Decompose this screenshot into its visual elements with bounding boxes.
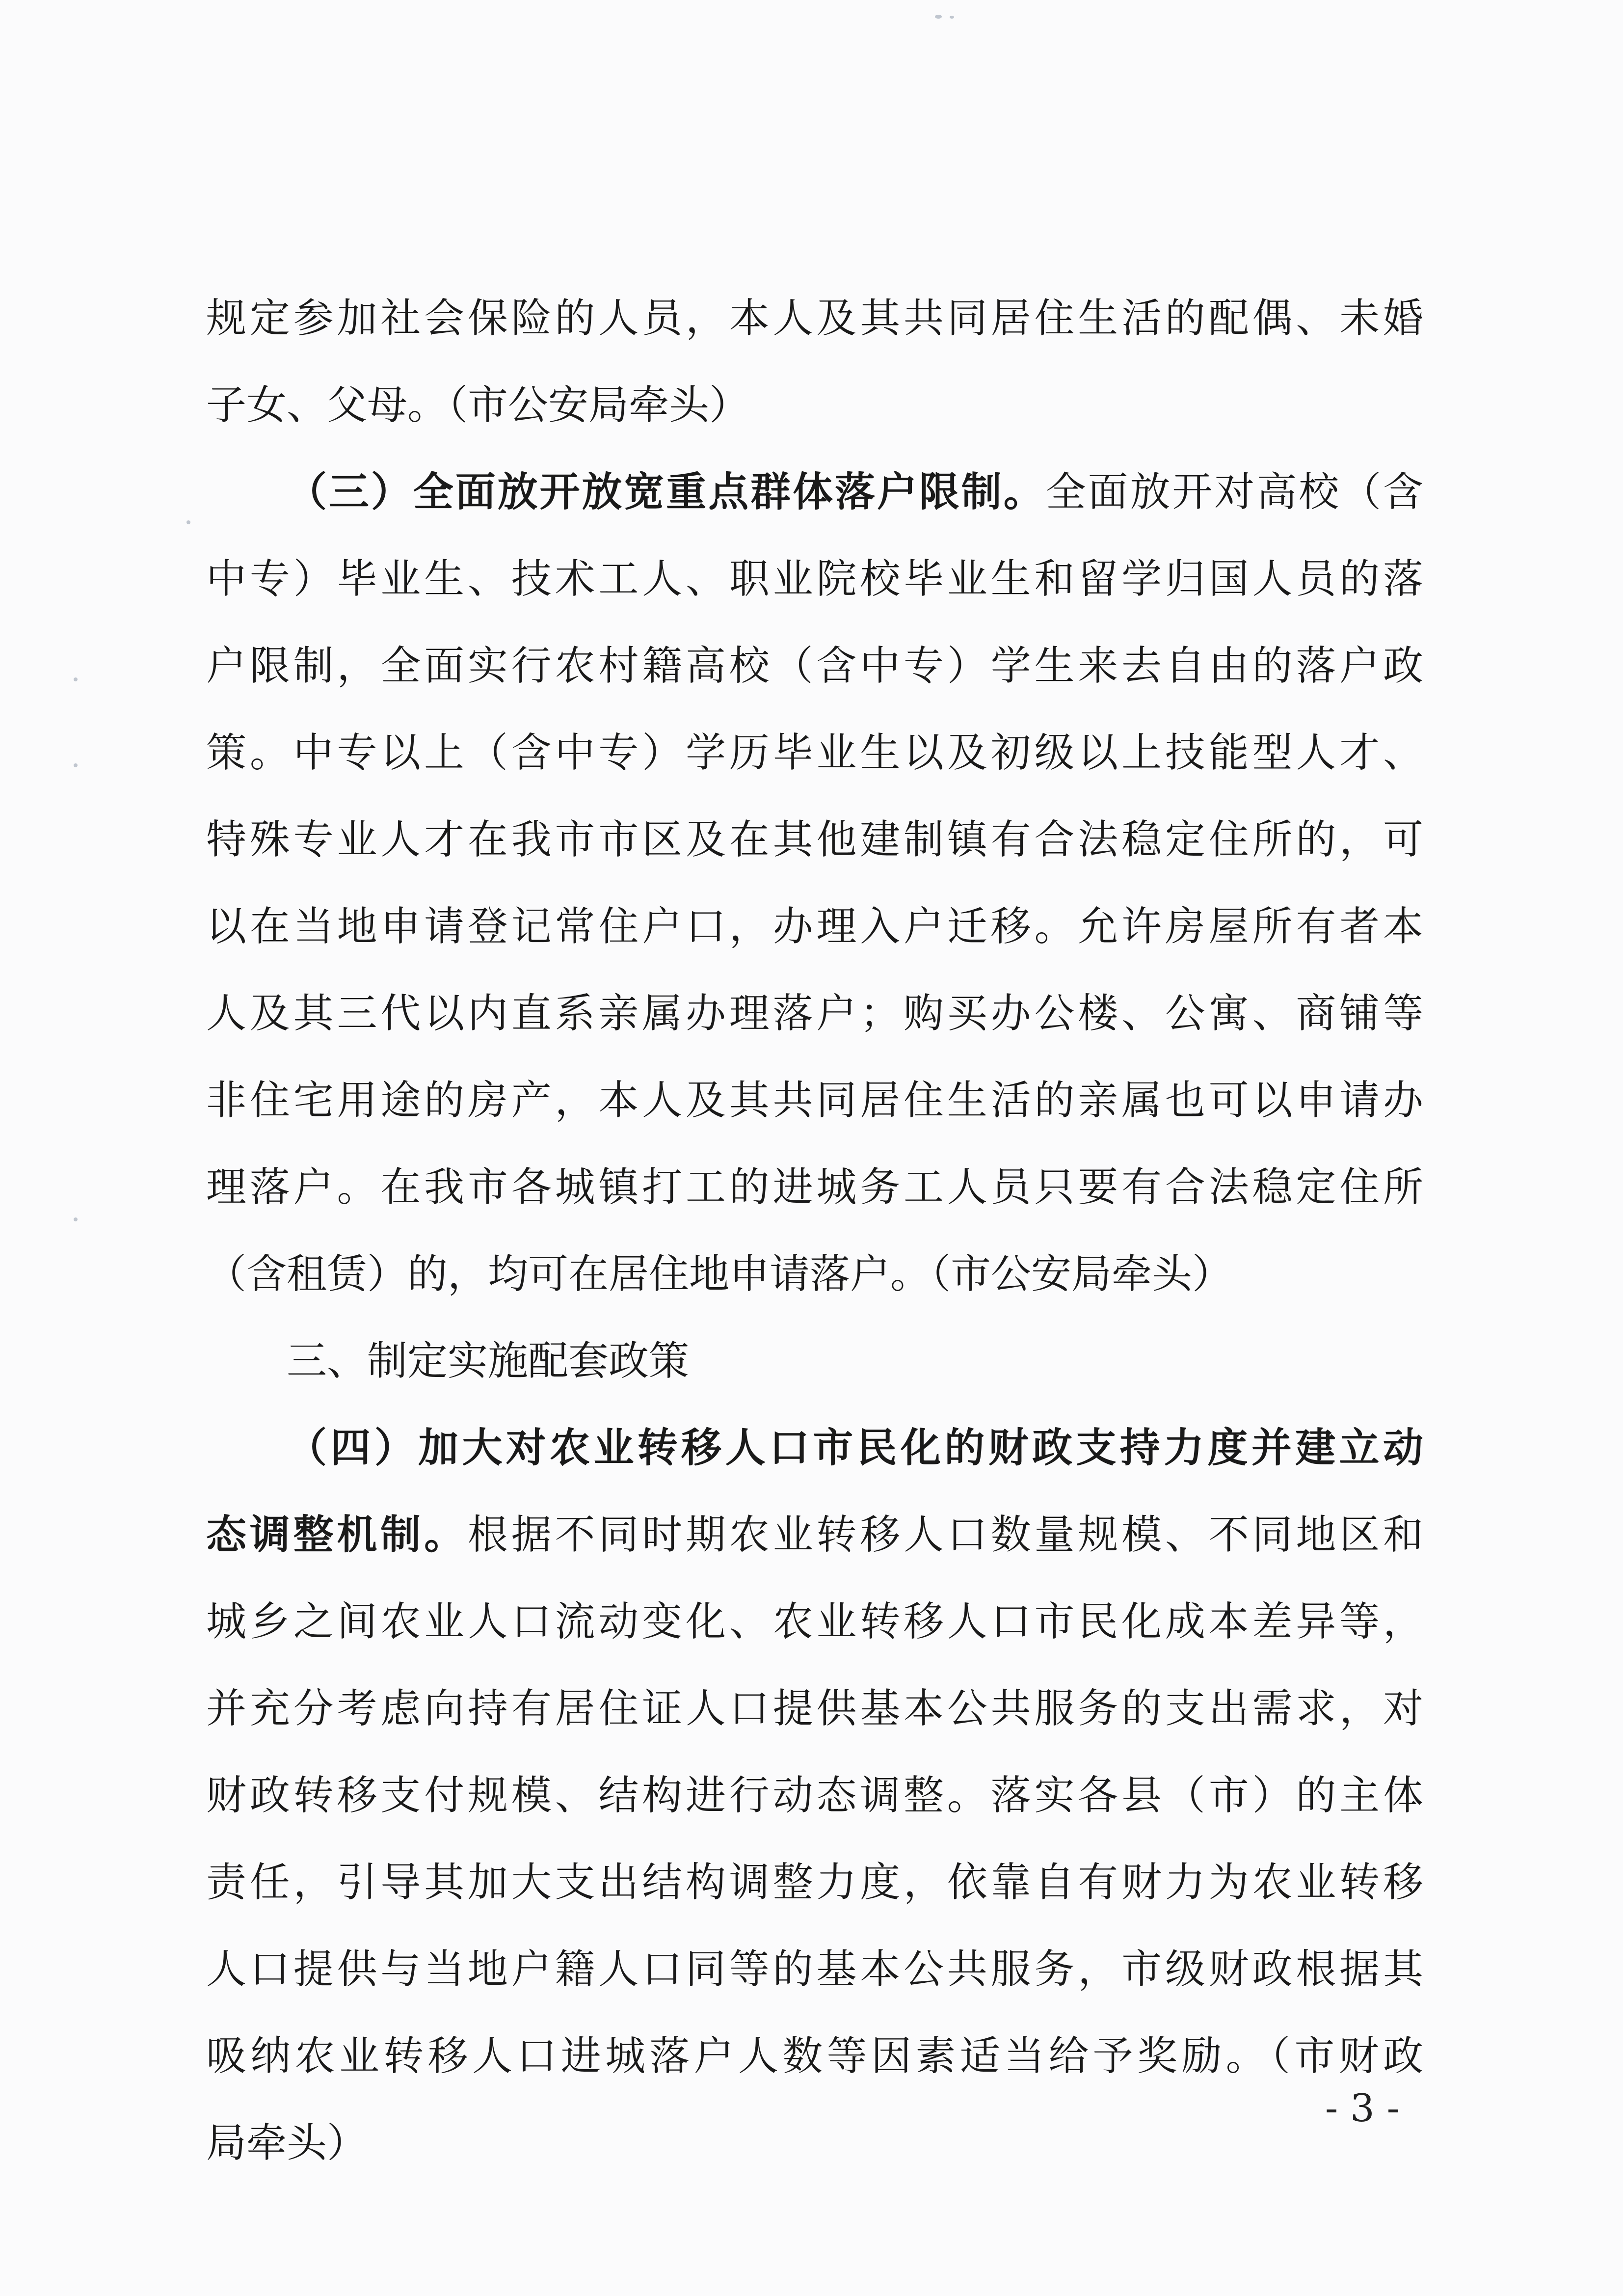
line-text: 中专）毕业生、技术工人、职业院校毕业生和留学归国人员的落: [206, 556, 1423, 602]
text-line: [206, 1665, 1423, 1752]
scan-speck: [935, 15, 942, 19]
page-number: - 3 -: [1325, 2086, 1400, 2131]
line-text: 特殊专业人才在我市市区及在其他建制镇有合法稳定住所的，可: [206, 816, 1423, 863]
scan-speck: [186, 520, 190, 524]
text-line: [206, 362, 1423, 449]
scan-speck: [74, 1217, 78, 1221]
line-text: 子女、父母。（市公安局牵头）: [206, 382, 750, 429]
line-text: 局牵头）: [206, 2120, 368, 2166]
text-line: [206, 2013, 1423, 2100]
text-line: [206, 1926, 1423, 2013]
line-rest: 根据不同时期农业转移人口数量规模、不同地区和: [467, 1512, 1423, 1558]
text-line: [206, 796, 1423, 883]
text-line: [206, 883, 1423, 970]
text-line: [206, 449, 1423, 536]
line-text: 人及其三代以内直系亲属办理落户；购买办公楼、公寓、商铺等: [206, 990, 1423, 1037]
bold-lead: 态调整机制。: [206, 1511, 468, 1558]
line-text: （含租赁）的，均可在居住地申请落户。（市公安局牵头）: [206, 1251, 1233, 1297]
text-line: [206, 536, 1423, 622]
line-text: 非住宅用途的房产，本人及其共同居住生活的亲属也可以申请办: [206, 1077, 1423, 1124]
line-text: 人口提供与当地户籍人口同等的基本公共服务，市级财政根据其: [206, 1946, 1423, 1993]
line-text: 理落户。在我市各城镇打工的进城务工人员只要有合法稳定住所: [206, 1164, 1423, 1211]
text-line: [206, 709, 1423, 796]
text-line: [206, 275, 1423, 362]
line-text: 责任，引导其加大支出结构调整力度，依靠自有财力为农业转移: [206, 1859, 1423, 1906]
text-line: [206, 2100, 1423, 2187]
scan-speck: [950, 16, 954, 19]
text-line: [206, 1144, 1423, 1231]
text-line: [206, 1405, 1423, 1491]
text-line: [206, 1839, 1423, 1926]
scan-speck: [74, 763, 78, 767]
bold-lead: （三）全面放开放宽重点群体落户限制。: [287, 468, 1046, 515]
bold-lead: （四）加大对农业转移人口市民化的财政支持力度并建立动: [287, 1424, 1423, 1471]
text-line: [206, 622, 1423, 709]
line-text: 户限制，全面实行农村籍高校（含中专）学生来去自由的落户政: [206, 643, 1423, 689]
text-line: [206, 1491, 1423, 1578]
line-text: 策。中专以上（含中专）学历毕业生以及初级以上技能型人才、: [206, 729, 1423, 776]
text-line: [206, 1578, 1423, 1665]
section-heading: [206, 1318, 1423, 1405]
scan-speck: [74, 677, 78, 681]
line-text: 以在当地申请登记常住户口，办理入户迁移。允许房屋所有者本: [206, 903, 1423, 950]
body-text: [206, 275, 1423, 2187]
line-text: 吸纳农业转移人口进城落户人数等因素适当给予奖励。（市财政: [206, 2033, 1423, 2080]
line-rest: 全面放开对高校（含: [1045, 469, 1423, 515]
text-line: [206, 1231, 1423, 1318]
text-line: [206, 1752, 1423, 1839]
line-text: 城乡之间农业人口流动变化、农业转移人口市民化成本差异等，: [206, 1598, 1423, 1645]
line-text: 财政转移支付规模、结构进行动态调整。落实各县（市）的主体: [206, 1772, 1423, 1819]
line-text: 并充分考虑向持有居住证人口提供基本公共服务的支出需求，对: [206, 1685, 1423, 1732]
text-line: [206, 970, 1423, 1057]
heading-text: 三、制定实施配套政策: [287, 1338, 690, 1384]
text-line: [206, 1057, 1423, 1144]
line-text: 规定参加社会保险的人员，本人及其共同居住生活的配偶、未婚: [206, 295, 1423, 342]
